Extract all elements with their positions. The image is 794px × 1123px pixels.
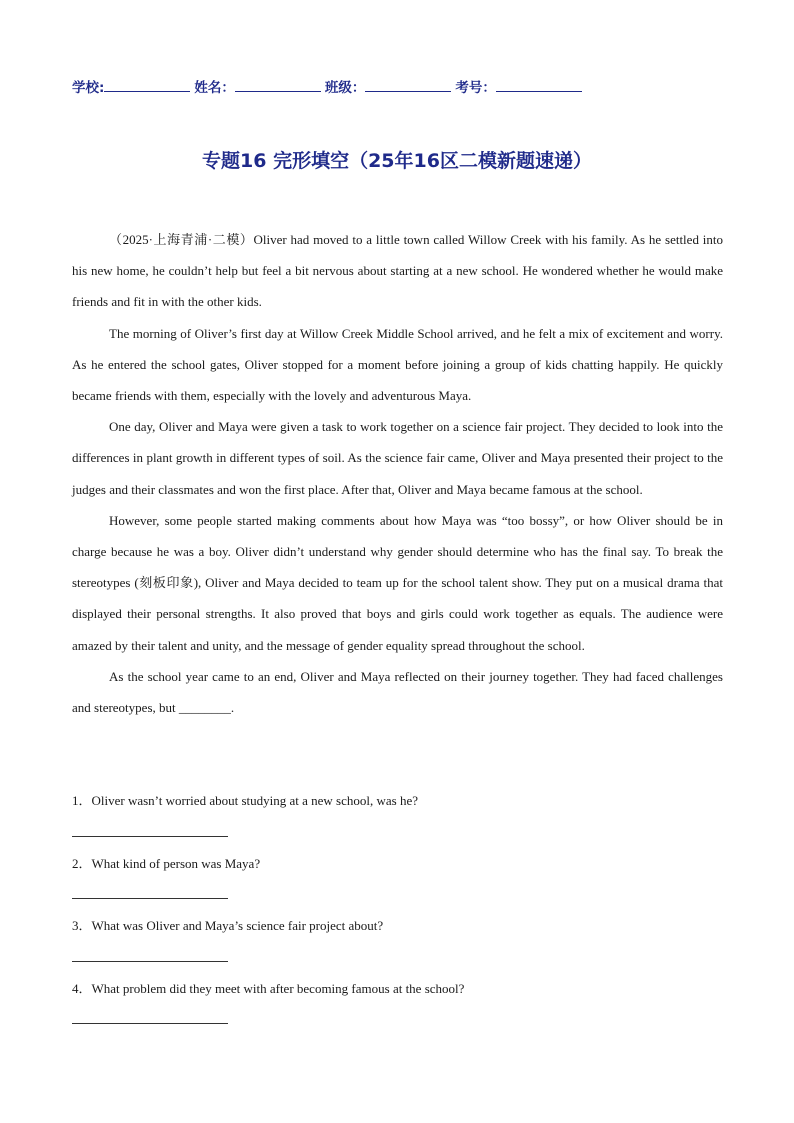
passage-paragraph: However, some people started making comments about how Maya was “too bossy”, or how Oliver should be in charge because he was a boy. Oliver didn’t understand why gender should determine who has the final say. To break the stereotypes (刻板印象), Oliver and Maya decided to team up for the school talent show. They put on a musical drama that displayed their personal strengths. It also proved that boys and girls could work together as equals. The audience were amazed by their talent and unity, and the message of gender equality spread throughout the school. (72, 512, 723, 653)
school-label: 学校: (72, 80, 105, 96)
passage-paragraph: （2025·上海青浦·二模）Oliver had moved to a little town called Willow Creek with his family. As he settled into his new home, he couldn’t help but feel a bit nervous about starting at a new school. He wondered whether he would make friends and fit in with the other kids. (72, 232, 723, 310)
passage (72, 224, 723, 723)
passage-paragraph: The morning of Oliver’s first day at Willow Creek Middle School arrived, and he felt a mix of excitement and worry. As he entered the school gates, Oliver stopped for a moment before joining a group of kids chatting happily. He quickly became friends with them, especially with the lovely and adventurous Maya. (72, 325, 723, 404)
school-blank (104, 79, 190, 92)
question-3: 3．What was Oliver and Maya’s science fair project about? (72, 918, 384, 933)
answer-line-2[interactable] (72, 898, 228, 899)
question-4: 4．What problem did they meet with after becoming famous at the school? (72, 981, 465, 996)
question-2: 2．What kind of person was Maya? (72, 856, 261, 871)
page-title: 专题16 完形填空（25年16区二模新题速递） (202, 150, 592, 172)
class-label: 班级： (324, 80, 366, 96)
answer-line-3[interactable] (72, 961, 228, 962)
answer-line-1[interactable] (72, 836, 228, 837)
passage-paragraph: One day, Oliver and Maya were given a task to work together on a science fair project. They decided to look into the differences in plant growth in different types of soil. As the science fair came, Oliver and Maya presented their project to the judges and their classmates and won the first place. After that, Oliver and Maya became famous at the school. (72, 419, 723, 497)
student-info-line (72, 76, 586, 96)
class-blank (365, 79, 451, 92)
name-blank (235, 79, 321, 92)
passage-paragraph: As the school year came to an end, Oliver and Maya reflected on their journey together. They had faced challenges and stereotypes, but ________. (72, 668, 723, 716)
exam-no-blank (496, 79, 582, 92)
question-1: 1．Oliver wasn’t worried about studying at a new school, was he? (72, 793, 418, 808)
answer-line-4[interactable] (72, 1023, 228, 1024)
name-label: 姓名： (194, 80, 235, 96)
exam-no-label: 考号： (455, 80, 496, 96)
